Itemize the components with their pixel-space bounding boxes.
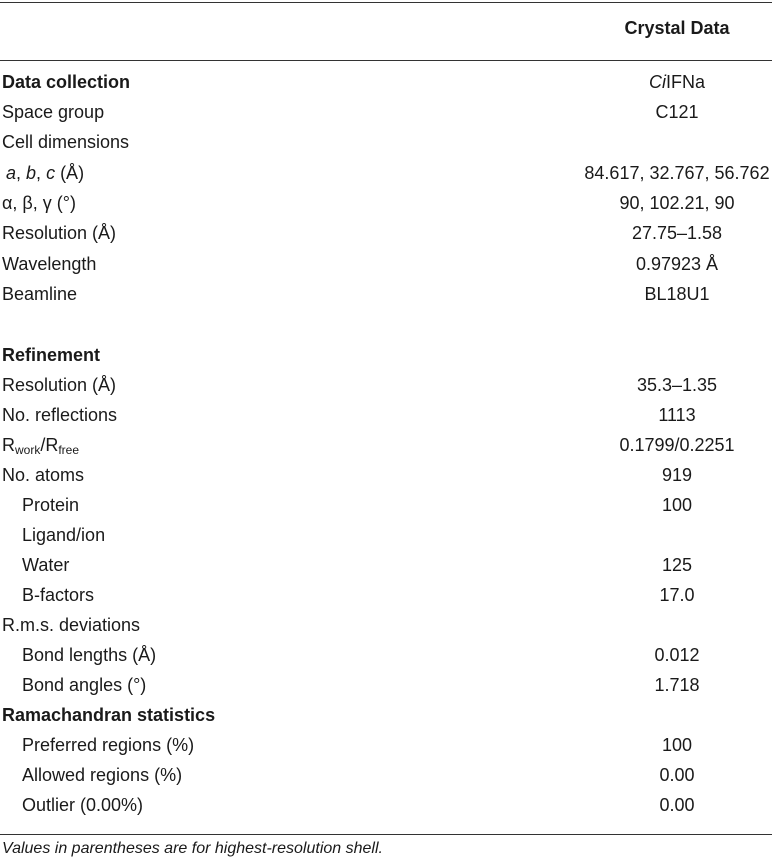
table-row [0,520,772,550]
row-value: 35.3–1.35 [636,375,718,395]
table-row [0,158,772,188]
section-refinement: Refinement [2,345,101,365]
table-row [0,790,772,820]
row-value: BL18U1 [644,284,710,304]
row-value: 0.97923 Å [635,254,719,274]
table-row [0,550,772,580]
row-label: Wavelength [2,254,97,274]
row-label: R.m.s. deviations [2,615,141,635]
row-label: Water [22,555,70,575]
row-label: No. reflections [2,405,118,425]
row-value: 125 [661,555,693,575]
row-value: 0.00 [659,795,695,815]
row-label: Bond lengths (Å) [22,645,157,665]
table-row [0,188,772,218]
table-row [0,370,772,400]
row-label: No. atoms [2,465,85,485]
table-row [0,430,772,460]
row-value: 0.1799/0.2251 [619,435,735,455]
row-value: 100 [661,495,693,515]
row-value: 84.617, 32.767, 56.762 [584,163,770,183]
row-value: 17.0 [659,585,695,605]
row-label-abc: a, b, c (Å) [6,163,85,183]
row-label: Resolution (Å) [2,223,117,243]
table-row [0,249,772,279]
row-label: Protein [22,495,80,515]
row-label: Beamline [2,284,78,304]
table-row [0,340,772,370]
table-row [0,400,772,430]
row-label: Space group [2,102,105,122]
table-row [0,730,772,760]
table-row [0,67,772,97]
table-row [0,97,772,127]
row-label: Cell dimensions [2,132,130,152]
section-data-collection: Data collection [2,72,131,92]
table-row [0,490,772,520]
table-footnote: Values in parentheses are for highest-resolution shell. [2,840,383,857]
table-top-rule [0,2,772,3]
row-label: Resolution (Å) [2,375,117,395]
table-header-rule [0,60,772,61]
table-bottom-rule [0,834,772,835]
row-label: B-factors [22,585,95,605]
table-row [0,580,772,610]
table-row [0,670,772,700]
table-row [0,279,772,309]
column-header-crystal-data: Crystal Data [624,18,730,38]
row-value: C121 [655,102,699,122]
table-row [0,760,772,790]
crystal-name-value: CiIFNa [648,72,705,92]
table-row [0,460,772,490]
row-value: 27.75–1.58 [631,223,723,243]
row-value: 0.012 [654,645,700,665]
row-label: Ligand/ion [22,525,106,545]
row-label: Allowed regions (%) [22,765,183,785]
table-row [0,218,772,248]
row-label-r-work-free: $R_{work}/R_{free}$ [2,435,80,457]
row-value: 0.00 [659,765,695,785]
row-label: Bond angles (°) [22,675,147,695]
table-row [0,640,772,670]
table-row [0,610,772,640]
row-value: 1.718 [654,675,700,695]
row-value: 90, 102.21, 90 [619,193,735,213]
section-ramachandran: Ramachandran statistics [2,705,216,725]
row-label: Preferred regions (%) [22,735,195,755]
table-row [0,127,772,157]
row-value: 919 [661,465,693,485]
row-label: Outlier (0.00%) [22,795,144,815]
row-label: α, β, γ (°) [2,193,76,213]
row-value: 1113 [658,405,696,425]
row-value: 100 [661,735,693,755]
table-row [0,700,772,730]
